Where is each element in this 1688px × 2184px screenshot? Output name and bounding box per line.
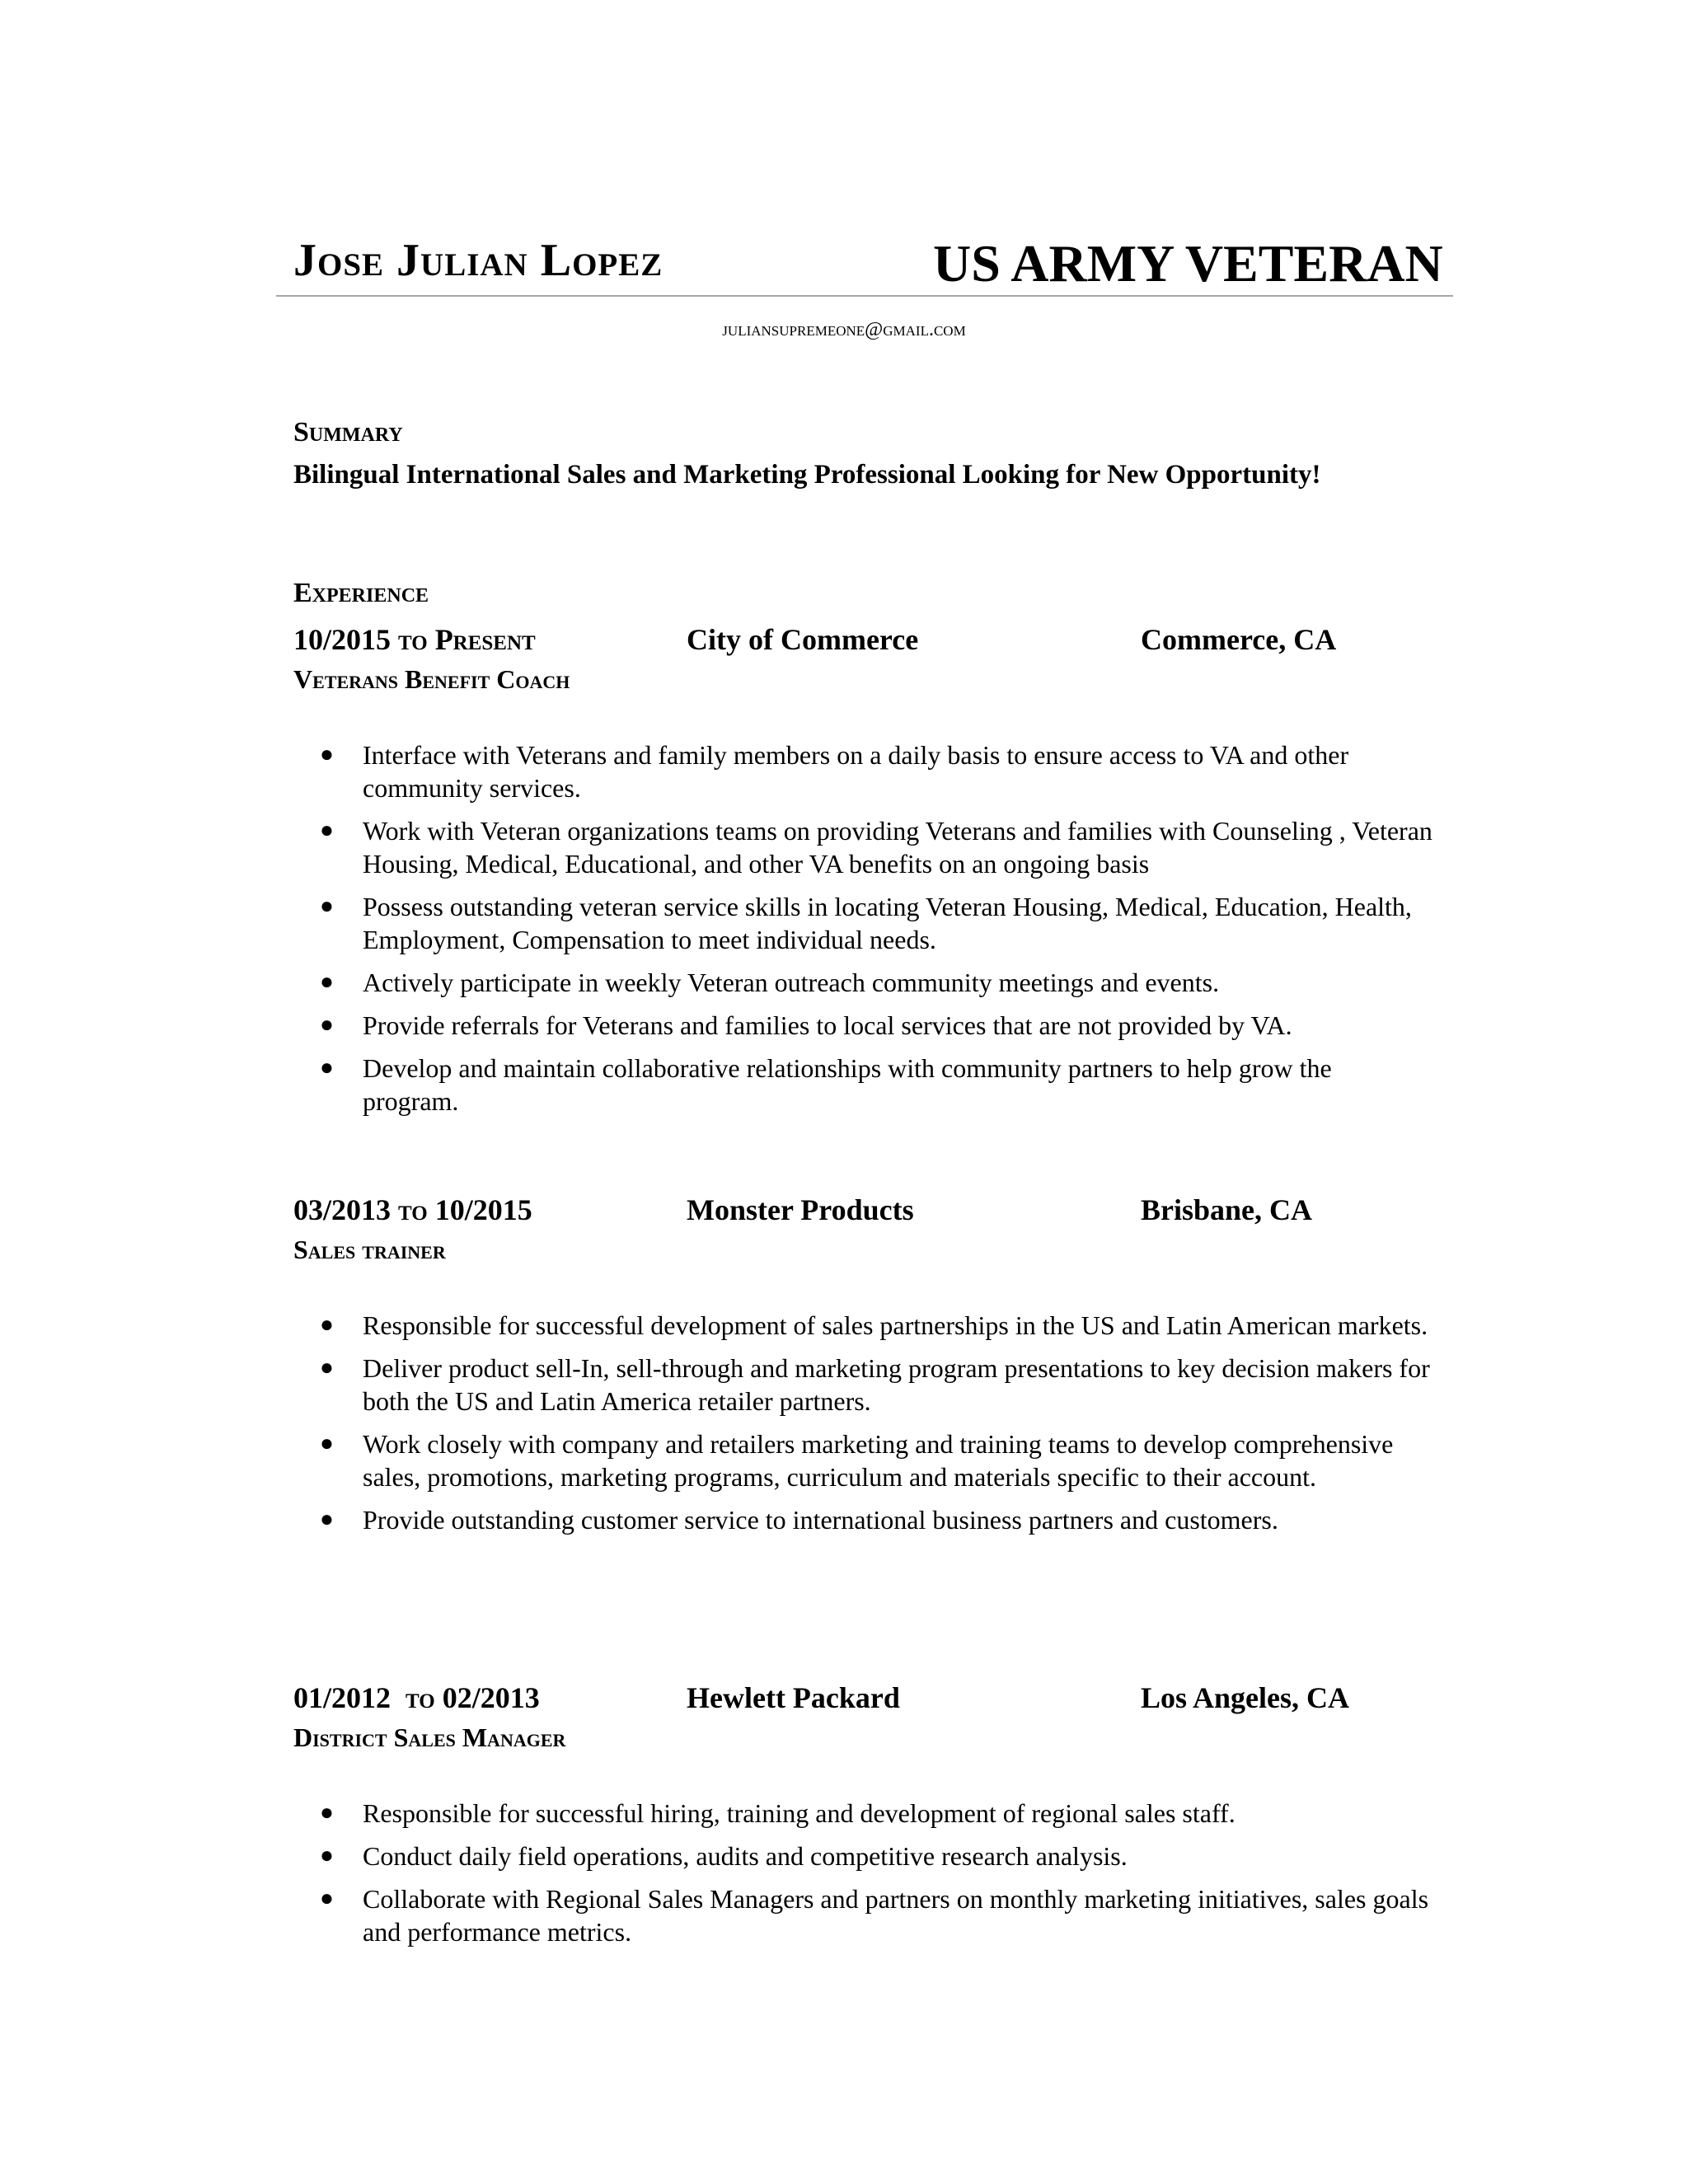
bullet-icon: ● — [320, 1055, 334, 1080]
job-location: Los Angeles, CA — [1141, 1681, 1350, 1714]
bullet-text: Responsible for successful hiring, training and development of regional sales staff. — [363, 1798, 1236, 1828]
bullet-icon: ● — [320, 1012, 334, 1038]
bullet-text: Work with Veteran organizations teams on providing Veterans and families with Counseling , Veteran Housing, Medical, Educational, and other VA benefits on an ongoing basis — [363, 816, 1432, 879]
list-item — [0, 966, 1688, 999]
list-item — [0, 1009, 1688, 1042]
bullet-text: Develop and maintain collaborative relationships with community partners to help grow the program. — [363, 1053, 1332, 1116]
bullet-text: Deliver product sell-In, sell-through and marketing program presentations to key decision makers for both the US and Latin America retailer partners. — [363, 1353, 1430, 1416]
bullet-icon: ● — [320, 1312, 334, 1338]
job-location: Commerce, CA — [1141, 623, 1337, 656]
list-item — [0, 814, 1688, 880]
bullet-text: Collaborate with Regional Sales Managers and partners on monthly marketing initiatives, sales goals and performance metrics. — [363, 1884, 1429, 1947]
job-bullet-list — [0, 738, 1688, 1127]
job-title: Sales trainer — [293, 1235, 446, 1264]
bullet-icon: ● — [320, 1886, 334, 1911]
job-dates — [293, 1195, 532, 1225]
candidate-name: Jose Julian Lopez — [293, 235, 663, 286]
list-item — [0, 1052, 1688, 1118]
job-location: Brisbane, CA — [1141, 1193, 1313, 1226]
job-company: City of Commerce — [687, 623, 919, 656]
bullet-icon: ● — [320, 1843, 334, 1868]
list-item — [0, 1427, 1688, 1493]
bullet-text: Provide referrals for Veterans and families to local services that are not provided by VA. — [363, 1010, 1292, 1040]
summary-heading: Summary — [293, 417, 403, 448]
date-separator: to — [398, 623, 428, 656]
bullet-text: Work closely with company and retailers marketing and training teams to develop comprehensive sales, promotions, marketing programs, curriculum and materials specific to their account. — [363, 1429, 1394, 1492]
list-item — [0, 738, 1688, 804]
bullet-text: Possess outstanding veteran service skills in locating Veteran Housing, Medical, Education, Health, Employment, Compensation to meet individual needs. — [363, 892, 1412, 954]
bullet-icon: ● — [320, 1355, 334, 1380]
experience-heading: Experience — [293, 578, 429, 608]
job-start-date: 03/2013 — [293, 1193, 392, 1226]
job-company: Hewlett Packard — [687, 1681, 900, 1714]
job-end-date: 10/2015 — [434, 1193, 532, 1226]
bullet-text: Interface with Veterans and family members on a daily basis to ensure access to VA and other community services. — [363, 740, 1349, 803]
bullet-text: Provide outstanding customer service to international business partners and customers. — [363, 1505, 1278, 1535]
bullet-text: Conduct daily field operations, audits and competitive research analysis. — [363, 1841, 1128, 1871]
job-bullet-list — [0, 1309, 1688, 1546]
job-end-date: Present — [434, 623, 536, 656]
list-item — [0, 1503, 1688, 1536]
bullet-icon: ● — [320, 1800, 334, 1825]
job-dates — [293, 625, 536, 654]
bullet-icon: ● — [320, 893, 334, 919]
date-separator: to — [398, 1193, 428, 1226]
bullet-icon: ● — [320, 969, 334, 995]
list-item — [0, 1797, 1688, 1830]
job-title: District Sales Manager — [293, 1722, 566, 1752]
summary-text: Bilingual International Sales and Marketing Professional Looking for New Opportunity! — [293, 460, 1321, 490]
job-start-date: 01/2012 — [293, 1681, 392, 1714]
job-title: Veterans Benefit Coach — [293, 664, 570, 694]
job-bullet-list — [0, 1797, 1688, 1958]
job-end-date: 02/2013 — [442, 1681, 540, 1714]
bullet-icon: ● — [320, 742, 334, 767]
bullet-text: Responsible for successful development of sales partnerships in the US and Latin American markets. — [363, 1310, 1428, 1340]
list-item — [0, 1352, 1688, 1418]
header-divider — [276, 295, 1453, 297]
list-item — [0, 890, 1688, 956]
job-dates — [293, 1683, 540, 1713]
bullet-text: Actively participate in weekly Veteran outreach community meetings and events. — [363, 968, 1220, 997]
job-start-date: 10/2015 — [293, 623, 392, 656]
date-separator: to — [406, 1681, 435, 1714]
bullet-icon: ● — [320, 818, 334, 843]
bullet-icon: ● — [320, 1431, 334, 1456]
list-item — [0, 1840, 1688, 1872]
job-company: Monster Products — [687, 1193, 914, 1226]
veteran-tagline: US ARMY VETERAN — [933, 234, 1443, 293]
list-item — [0, 1309, 1688, 1342]
list-item — [0, 1882, 1688, 1948]
contact-email: juliansupremeone@gmail.com — [722, 319, 966, 340]
bullet-icon: ● — [320, 1507, 334, 1532]
